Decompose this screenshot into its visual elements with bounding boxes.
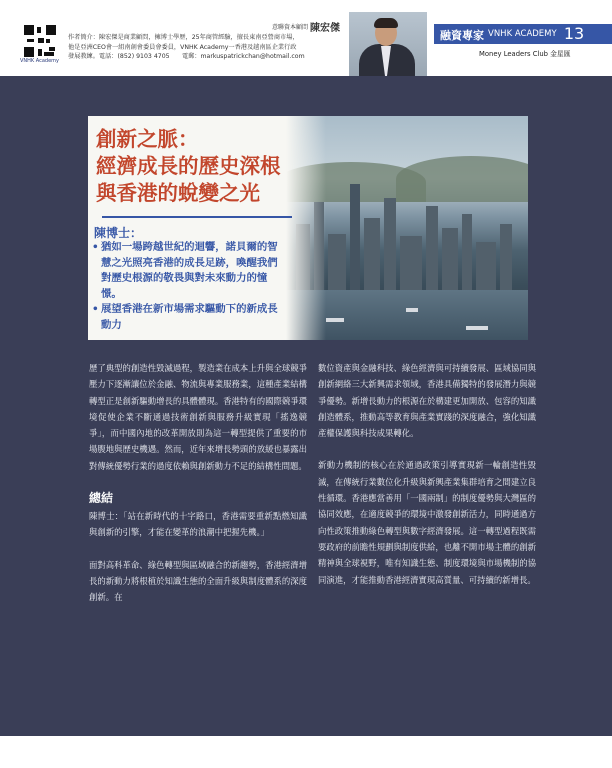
summary-heading: 總結 bbox=[89, 491, 114, 506]
summary-quote: 陳博士：「站在新時代的十字路口，香港需要重新點燃知識與創新的引擎，才能在變革的浪潮中把握先機。」 bbox=[89, 511, 307, 538]
author-name: 陳宏傑 bbox=[310, 23, 340, 34]
feature-title-line: 與香港的蛻變之光 bbox=[96, 181, 260, 205]
author-bio-line: 他是亞洲CEO會一組南創會委員會委員，VNHK Academy一香港及越南區企業行政 bbox=[68, 43, 297, 51]
author-bio bbox=[68, 33, 368, 62]
feature-speaker: 陳博士： bbox=[94, 226, 143, 240]
title-divider bbox=[102, 216, 292, 218]
author-portrait bbox=[349, 12, 427, 76]
feature-bullet-text: 猶如一場跨越世紀的迴響，諾貝爾的智慧之光照亮香港的成長足跡，喚醒我們對歷史根源的敬畏與對未來動力的憧憬。 bbox=[101, 241, 278, 300]
qr-code bbox=[24, 25, 56, 57]
feature-bullet bbox=[92, 302, 281, 333]
article-paragraph: 面對高科革命、綠色轉型與區域融合的新趨勢，香港經濟增長的新動力將根植於知識生態的全面升級與制度體系的深度創新。在 bbox=[89, 559, 307, 603]
page-header bbox=[0, 0, 612, 76]
page-number: 13 bbox=[563, 24, 585, 43]
author-bio-line: 作者簡介：陳宏傑是商業顧問，擁博士學歷，25年商管經驗，擅長東南亞營商市場， bbox=[68, 34, 299, 41]
article-left-column bbox=[89, 360, 307, 622]
author-role: 意聯資本顧問 bbox=[272, 24, 309, 31]
article-paragraph: 新動力機制的核心在於通過政策引導實現新一輪創造性毀滅，在傳統行業數位化升級與新興產業集群培育之間建立良性循環。香港應當善用「一國兩制」的制度優勢與大灣區的協同效應，在適度競爭的環境中激發創新活力，同時通過方向性政策推動綠色轉型與數字經濟發展。這一轉型過程既需要政府的前瞻性規劃與制度供給，也離不開市場主體的創新精神與全球視野，唯有知識生態、制度環境與市場機制的協同演進，才能推動香港經濟實現高質量、可持續的新增長。 bbox=[318, 460, 536, 585]
article-right-column bbox=[318, 360, 536, 604]
feature-title-line: 創新之脈： bbox=[96, 127, 199, 151]
feature-bullet-text: 展望香港在新市場需求驅動下的新成長動力 bbox=[101, 303, 278, 331]
bullet-dot-icon: • bbox=[92, 303, 99, 315]
author-bio-line: 發展教練。電話：(852) 9103 4705 電郵：markuspatrickchan@hotmail.com bbox=[68, 53, 305, 61]
bullet-dot-icon: • bbox=[92, 241, 99, 253]
qr-caption: VNHK Academy bbox=[20, 58, 60, 64]
article-paragraph: 數位資產與金融科技、綠色經濟與可持續發展、區域協同與創新網絡三大新興需求領域，香港具備獨特的發展潛力與競爭優勢。新增長動力的根源在於構建更加開放、包容的知識創造體系，推動高等教育與產業實踐的深度融合，強化知識產權保護與科技成果轉化。 bbox=[318, 363, 536, 439]
feature-bullet bbox=[92, 240, 281, 302]
brand-title-en: VNHK ACADEMY bbox=[488, 29, 557, 39]
feature-title-line: 經濟成長的歷史深根 bbox=[96, 154, 281, 178]
article-paragraph: 歷了典型的創造性毀滅過程，製造業在成本上升與全球競爭壓力下逐漸讓位於金融、物流與專業服務業，這種產業結構轉型正是創新驅動增長的具體體現。香港特有的國際競爭環境促使企業不斷通過技術創新與服務升級實現「搖逸競爭」，而中國內地的改革開放則為這一轉型提供了重要的市場腹地與歷史機遇。然而，近年來增長勢頭的放緩也暴露出對傳統優勢行業的過度依賴與創新動力不足的結構性問題。 bbox=[89, 363, 307, 471]
feature-title bbox=[96, 126, 316, 207]
club-name: Money Leaders Club 金星匯 bbox=[479, 50, 571, 58]
brand-title-cn: 融資專家 bbox=[440, 29, 484, 42]
feature-card bbox=[88, 116, 528, 340]
